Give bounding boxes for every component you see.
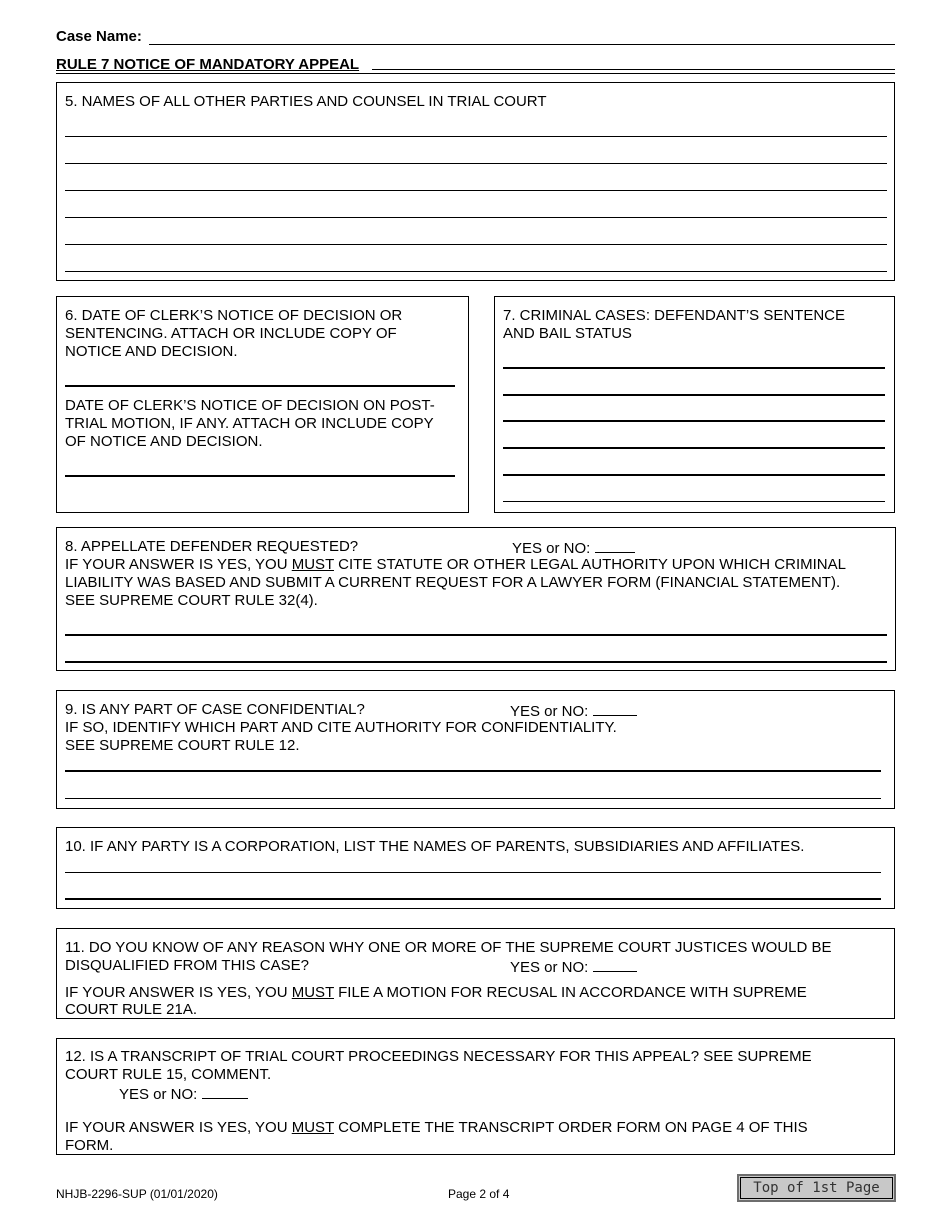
section-7-line-f[interactable]: [503, 501, 885, 502]
section-6-post-line-2: TRIAL MOTION, IF ANY. ATTACH OR INCLUDE COPY: [65, 415, 434, 432]
section-10-box: [56, 827, 895, 909]
section-6-line-2: SENTENCING. ATTACH OR INCLUDE COPY OF: [65, 325, 397, 342]
section-8-line-2-pre: IF YOUR ANSWER IS YES, YOU: [65, 556, 292, 573]
section-10-question: 10. IF ANY PARTY IS A CORPORATION, LIST THE NAMES OF PARENTS, SUBSIDIARIES AND AFFILIATES.: [65, 838, 805, 855]
page-number: Page 2 of 4: [448, 1187, 510, 1201]
section-11-line-4: COURT RULE 21A.: [65, 1001, 197, 1018]
section-9-line-a[interactable]: [65, 770, 881, 772]
section-11-box: [56, 928, 895, 1019]
section-12-line-2: COURT RULE 15, COMMENT.: [65, 1066, 272, 1083]
case-name-label: Case Name:: [56, 28, 142, 45]
section-11-yes-no: [510, 957, 637, 977]
section-9-box: [56, 690, 895, 809]
section-8-yes-no: [512, 538, 635, 558]
section-9-yes-no-label: YES or NO:: [510, 703, 589, 720]
section-12-yes-no: [119, 1084, 248, 1104]
section-9-question: 9. IS ANY PART OF CASE CONFIDENTIAL?: [65, 701, 365, 718]
section-5-line-3[interactable]: [65, 190, 887, 191]
section-8-line-b[interactable]: [65, 661, 887, 663]
section-7-line-d[interactable]: [503, 447, 885, 449]
section-7-line-2: AND BAIL STATUS: [503, 325, 632, 342]
section-7-line-1: 7. CRIMINAL CASES: DEFENDANT’S SENTENCE: [503, 307, 846, 324]
decision-date-field[interactable]: [65, 385, 455, 387]
section-12-must: MUST: [291, 1119, 334, 1136]
section-7-box: [494, 296, 895, 513]
section-11-line-3: [65, 984, 807, 1002]
section-5-line-6[interactable]: [65, 271, 887, 272]
section-9-line-3: SEE SUPREME COURT RULE 12.: [65, 737, 300, 754]
section-8-yes-no-field[interactable]: [595, 538, 635, 553]
section-8-line-2-post: CITE STATUTE OR OTHER LEGAL AUTHORITY UPON WHICH CRIMINAL: [333, 556, 846, 573]
section-9-yes-no: [510, 701, 637, 721]
section-6-post-line-1: DATE OF CLERK’S NOTICE OF DECISION ON POST-: [65, 397, 435, 414]
section-5-line-2[interactable]: [65, 163, 887, 164]
section-10-line-a[interactable]: [65, 872, 881, 873]
case-name-field[interactable]: [149, 44, 895, 45]
section-12-line-3: [65, 1119, 808, 1137]
form-id: NHJB-2296-SUP (01/01/2020): [56, 1187, 218, 1201]
section-9-yes-no-field[interactable]: [593, 701, 637, 716]
post-trial-date-field[interactable]: [65, 475, 455, 477]
title-rule: [372, 69, 895, 70]
section-12-box: [56, 1038, 895, 1155]
section-11-line-1: 11. DO YOU KNOW OF ANY REASON WHY ONE OR MORE OF THE SUPREME COURT JUSTICES WOULD BE: [65, 939, 832, 956]
section-6-line-1: 6. DATE OF CLERK’S NOTICE OF DECISION OR: [65, 307, 403, 324]
section-10-line-b[interactable]: [65, 898, 881, 900]
section-5-line-1[interactable]: [65, 136, 887, 137]
section-8-line-a[interactable]: [65, 634, 887, 636]
section-11-line-3-pre: IF YOUR ANSWER IS YES, YOU: [65, 984, 292, 1001]
section-11-must: MUST: [291, 984, 334, 1001]
section-5-line-5[interactable]: [65, 244, 887, 245]
section-8-line-2: [65, 556, 846, 574]
section-8-yes-no-label: YES or NO:: [512, 540, 591, 557]
title-rule-lower: [56, 73, 895, 74]
section-12-line-4: FORM.: [65, 1137, 114, 1154]
section-7-line-b[interactable]: [503, 394, 885, 396]
section-8-question: 8. APPELLATE DEFENDER REQUESTED?: [65, 538, 359, 555]
section-11-line-2: DISQUALIFIED FROM THIS CASE?: [65, 957, 309, 974]
section-12-yes-no-field[interactable]: [202, 1084, 248, 1099]
section-5-box: [56, 82, 895, 281]
form-title: RULE 7 NOTICE OF MANDATORY APPEAL: [56, 56, 360, 73]
section-8-box: [56, 527, 896, 671]
section-5-title: 5. NAMES OF ALL OTHER PARTIES AND COUNSEL IN TRIAL COURT: [65, 93, 547, 110]
section-12-yes-no-label: YES or NO:: [119, 1086, 198, 1103]
section-11-yes-no-field[interactable]: [593, 957, 637, 972]
section-7-line-e[interactable]: [503, 474, 885, 476]
top-of-first-page-button[interactable]: Top of 1st Page: [737, 1174, 896, 1202]
section-11-line-3-post: FILE A MOTION FOR RECUSAL IN ACCORDANCE WITH SUPREME: [333, 984, 807, 1001]
section-6-box: [56, 296, 469, 513]
section-8-must: MUST: [291, 556, 334, 573]
section-7-line-a[interactable]: [503, 367, 885, 369]
section-12-line-3-pre: IF YOUR ANSWER IS YES, YOU: [65, 1119, 292, 1136]
section-9-line-2: IF SO, IDENTIFY WHICH PART AND CITE AUTHORITY FOR CONFIDENTIALITY.: [65, 719, 617, 736]
section-6-post-line-3: OF NOTICE AND DECISION.: [65, 433, 263, 450]
section-5-line-4[interactable]: [65, 217, 887, 218]
section-8-line-3: LIABILITY WAS BASED AND SUBMIT A CURRENT REQUEST FOR A LAWYER FORM (FINANCIAL STATEMENT).: [65, 574, 841, 591]
section-9-line-b[interactable]: [65, 798, 881, 799]
section-12-line-3-post: COMPLETE THE TRANSCRIPT ORDER FORM ON PAGE 4 OF THIS: [333, 1119, 808, 1136]
section-6-line-3: NOTICE AND DECISION.: [65, 343, 238, 360]
section-7-line-c[interactable]: [503, 420, 885, 422]
section-12-line-1: 12. IS A TRANSCRIPT OF TRIAL COURT PROCEEDINGS NECESSARY FOR THIS APPEAL? SEE SUPREME: [65, 1048, 812, 1065]
section-11-yes-no-label: YES or NO:: [510, 959, 589, 976]
section-8-line-4: SEE SUPREME COURT RULE 32(4).: [65, 592, 318, 609]
